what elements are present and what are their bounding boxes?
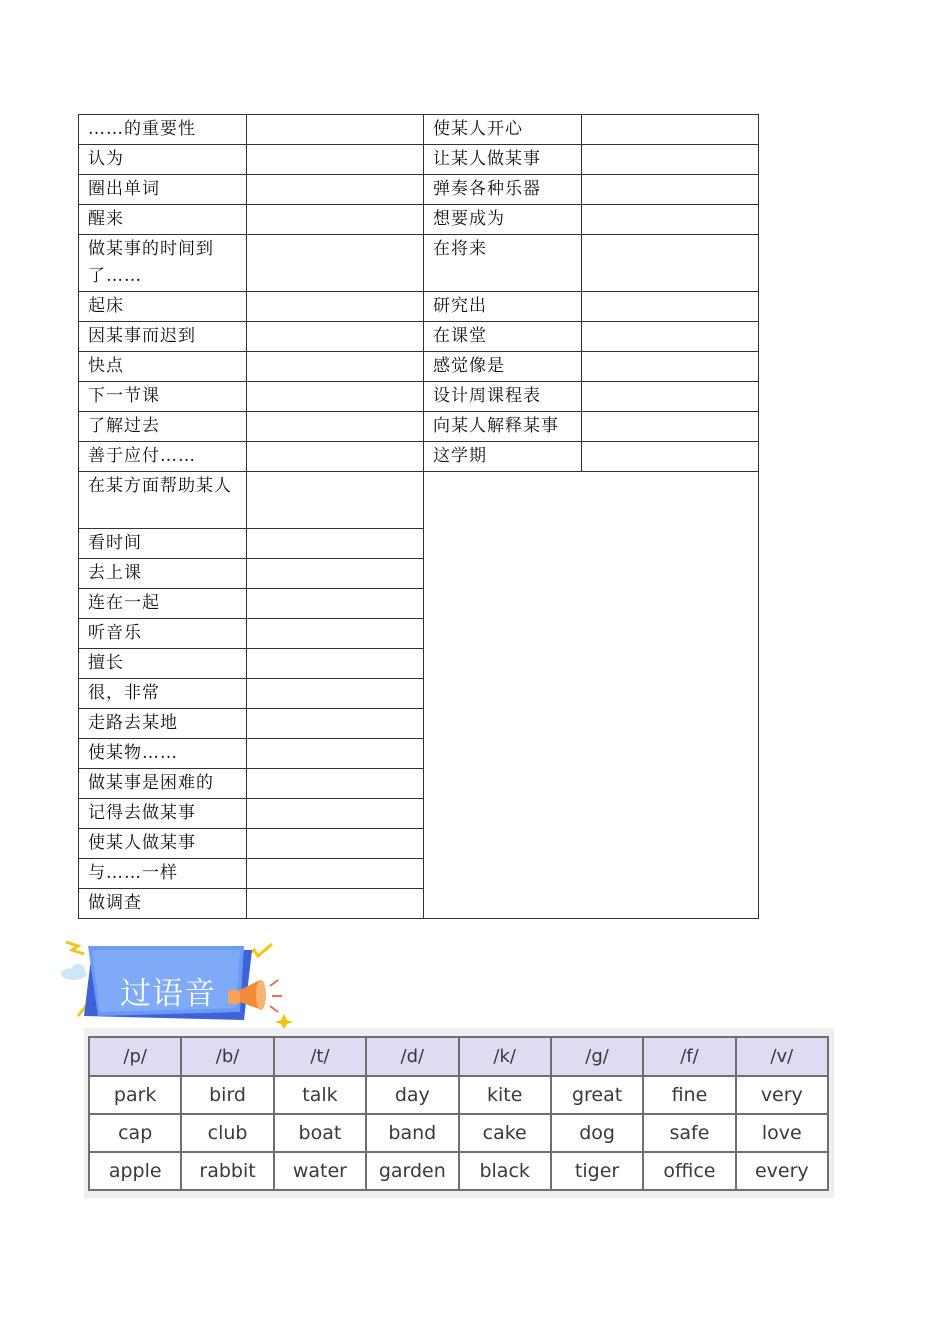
word-cell: day — [366, 1076, 458, 1114]
answer-blank[interactable] — [247, 235, 424, 292]
word-cell: rabbit — [181, 1152, 273, 1190]
answer-blank[interactable] — [582, 115, 759, 145]
phrase-cell: 去上课 — [79, 559, 247, 589]
answer-blank[interactable] — [582, 412, 759, 442]
vocabulary-table — [78, 114, 759, 919]
phrase-cell: 与……一样 — [79, 859, 247, 889]
vocab-row — [79, 442, 759, 472]
vocab-row — [79, 352, 759, 382]
word-cell: love — [736, 1114, 828, 1152]
word-cell: garden — [366, 1152, 458, 1190]
answer-blank[interactable] — [582, 442, 759, 472]
phrase-cell: 做调查 — [79, 889, 247, 919]
word-cell: cake — [459, 1114, 551, 1152]
phrase-cell: 这学期 — [424, 442, 582, 472]
phoneme-header: /p/ — [89, 1037, 181, 1076]
phrase-cell: 下一节课 — [79, 382, 247, 412]
phrase-cell: 连在一起 — [79, 589, 247, 619]
phrase-cell: 使某人做某事 — [79, 829, 247, 859]
phrase-cell: 走路去某地 — [79, 709, 247, 739]
word-cell: very — [736, 1076, 828, 1114]
answer-blank[interactable] — [247, 442, 424, 472]
phrase-cell: 擅长 — [79, 649, 247, 679]
answer-blank[interactable] — [247, 115, 424, 145]
phrase-cell: 让某人做某事 — [424, 145, 582, 175]
answer-blank[interactable] — [582, 382, 759, 412]
vocab-row — [79, 382, 759, 412]
vocab-row — [79, 472, 759, 529]
answer-blank[interactable] — [247, 679, 424, 709]
vocab-row — [79, 292, 759, 322]
answer-blank[interactable] — [247, 889, 424, 919]
phonics-table — [88, 1036, 829, 1191]
phrase-cell: 做某事是困难的 — [79, 769, 247, 799]
vocab-row — [79, 322, 759, 352]
word-cell: kite — [459, 1076, 551, 1114]
word-cell: bird — [181, 1076, 273, 1114]
word-cell: fine — [643, 1076, 735, 1114]
phrase-cell: 感觉像是 — [424, 352, 582, 382]
answer-blank[interactable] — [582, 322, 759, 352]
phrase-cell: 想要成为 — [424, 205, 582, 235]
answer-blank[interactable] — [247, 322, 424, 352]
phrase-cell: 听音乐 — [79, 619, 247, 649]
answer-blank[interactable] — [247, 799, 424, 829]
answer-blank[interactable] — [247, 589, 424, 619]
answer-blank[interactable] — [247, 529, 424, 559]
vocab-row — [79, 145, 759, 175]
phoneme-header: /g/ — [551, 1037, 643, 1076]
phrase-cell: 在某方面帮助某人 — [79, 472, 247, 529]
phrase-cell: 记得去做某事 — [79, 799, 247, 829]
phrase-cell: 圈出单词 — [79, 175, 247, 205]
answer-blank[interactable] — [247, 739, 424, 769]
vocab-row — [79, 115, 759, 145]
answer-blank[interactable] — [247, 145, 424, 175]
word-cell: boat — [274, 1114, 366, 1152]
phrase-cell: 做某事的时间到了…… — [79, 235, 247, 292]
phoneme-header: /v/ — [736, 1037, 828, 1076]
answer-blank[interactable] — [247, 649, 424, 679]
phrase-cell: 很，非常 — [79, 679, 247, 709]
phrase-cell: 快点 — [79, 352, 247, 382]
word-cell: great — [551, 1076, 643, 1114]
answer-blank[interactable] — [247, 292, 424, 322]
answer-blank[interactable] — [247, 412, 424, 442]
phrase-cell: 使某人开心 — [424, 115, 582, 145]
answer-blank[interactable] — [582, 352, 759, 382]
phrase-cell: 设计周课程表 — [424, 382, 582, 412]
phrase-cell: 善于应付…… — [79, 442, 247, 472]
word-cell: every — [736, 1152, 828, 1190]
phoneme-header: /k/ — [459, 1037, 551, 1076]
phrase-cell: 起床 — [79, 292, 247, 322]
word-cell: talk — [274, 1076, 366, 1114]
word-cell: dog — [551, 1114, 643, 1152]
answer-blank[interactable] — [582, 205, 759, 235]
vocab-row — [79, 205, 759, 235]
phoneme-header: /d/ — [366, 1037, 458, 1076]
answer-blank[interactable] — [247, 352, 424, 382]
phrase-cell: 向某人解释某事 — [424, 412, 582, 442]
answer-blank[interactable] — [247, 382, 424, 412]
phrase-cell: 认为 — [79, 145, 247, 175]
phrase-cell: 在课堂 — [424, 322, 582, 352]
phoneme-header: /t/ — [274, 1037, 366, 1076]
word-cell: band — [366, 1114, 458, 1152]
answer-blank[interactable] — [582, 175, 759, 205]
answer-blank[interactable] — [247, 769, 424, 799]
word-cell: water — [274, 1152, 366, 1190]
phrase-cell: 了解过去 — [79, 412, 247, 442]
phrase-cell: 因某事而迟到 — [79, 322, 247, 352]
word-cell: park — [89, 1076, 181, 1114]
vocab-row — [79, 412, 759, 442]
answer-blank[interactable] — [247, 619, 424, 649]
word-cell: club — [181, 1114, 273, 1152]
phrase-cell: 使某物…… — [79, 739, 247, 769]
word-cell: black — [459, 1152, 551, 1190]
word-cell: office — [643, 1152, 735, 1190]
answer-blank[interactable] — [247, 559, 424, 589]
phrase-cell: 弹奏各种乐器 — [424, 175, 582, 205]
answer-blank[interactable] — [247, 859, 424, 889]
phrase-cell: ……的重要性 — [79, 115, 247, 145]
word-cell: safe — [643, 1114, 735, 1152]
word-cell: cap — [89, 1114, 181, 1152]
phonics-row — [89, 1152, 828, 1190]
vocab-row — [79, 175, 759, 205]
answer-blank[interactable] — [247, 205, 424, 235]
phonics-row — [89, 1114, 828, 1152]
answer-blank[interactable] — [247, 175, 424, 205]
phoneme-header: /b/ — [181, 1037, 273, 1076]
answer-blank[interactable] — [582, 235, 759, 292]
phrase-cell: 醒来 — [79, 205, 247, 235]
phrase-cell: 在将来 — [424, 235, 582, 292]
phrase-cell: 看时间 — [79, 529, 247, 559]
phoneme-header: /f/ — [643, 1037, 735, 1076]
answer-blank[interactable] — [582, 145, 759, 175]
phrase-cell: 研究出 — [424, 292, 582, 322]
cloud-icon — [61, 964, 87, 980]
section-title: 过语音 — [120, 976, 216, 1012]
vocab-row — [79, 235, 759, 292]
word-cell: apple — [89, 1152, 181, 1190]
empty-area — [424, 472, 759, 919]
answer-blank[interactable] — [247, 472, 424, 529]
word-cell: tiger — [551, 1152, 643, 1190]
answer-blank[interactable] — [247, 829, 424, 859]
phonics-row — [89, 1076, 828, 1114]
answer-blank[interactable] — [247, 709, 424, 739]
answer-blank[interactable] — [582, 292, 759, 322]
